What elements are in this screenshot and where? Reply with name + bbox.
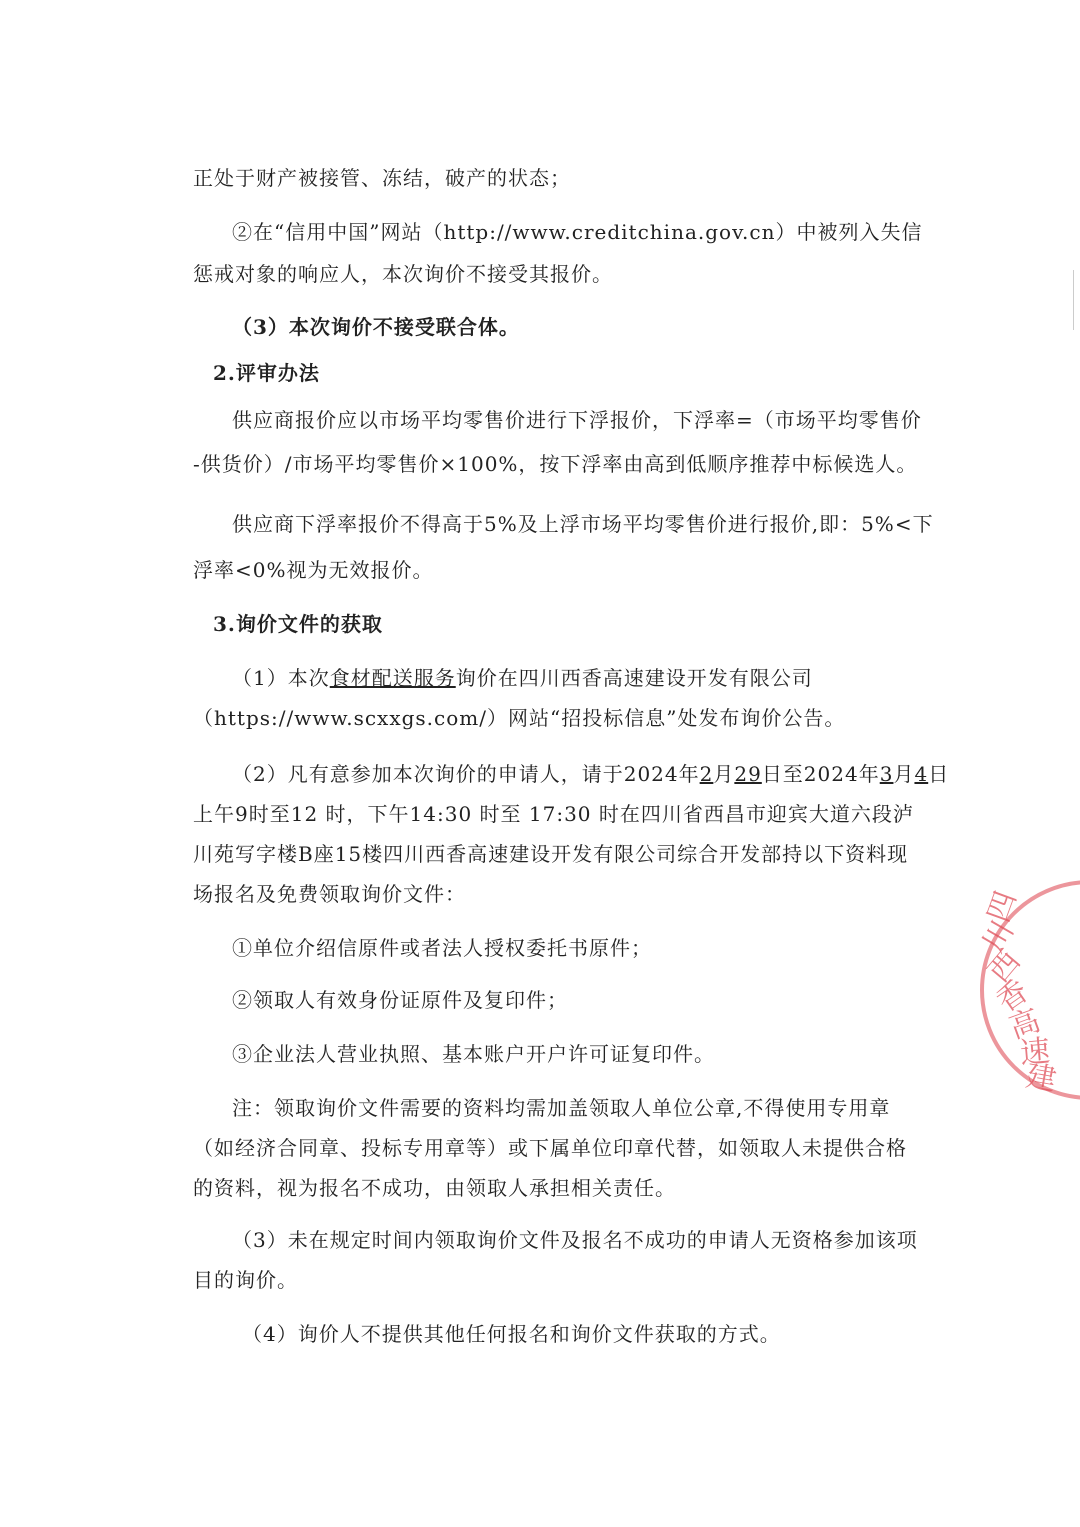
underlined-service-name: 食材配送服务 [329, 666, 456, 690]
text-span: 日至2024年 [761, 762, 880, 786]
text-line: 供应商报价应以市场平均零售价进行下浮报价，下浮率=（市场平均零售价 [232, 408, 922, 432]
scan-edge-mark [1073, 270, 1074, 330]
clause-heading: （3）本次询价不接受联合体。 [232, 315, 520, 339]
text-line: （https://www.scxxgs.com/）网站“招投标信息”处发布询价公告。 [193, 706, 846, 730]
text-line: 供应商下浮率报价不得高于5%及上浮市场平均零售价进行报价,即：5%<下 [232, 512, 934, 536]
text-line: （4）询价人不提供其他任何报名和询价文件获取的方式。 [242, 1322, 781, 1346]
text-line: 上午9时至12 时，下午14:30 时至 17:30 时在四川省西昌市迎宾大道六段泸 [193, 802, 914, 826]
text-line: 目的询价。 [193, 1268, 298, 1292]
section-heading: 2.评审办法 [213, 361, 320, 385]
seal-char: 香 [990, 973, 1036, 1020]
note-line: 注：领取询价文件需要的资料均需加盖领取人单位公章,不得使用专用章 [232, 1096, 891, 1120]
note-line: （如经济合同章、投标专用章等）或下属单位印章代替，如领取人未提供合格 [193, 1136, 907, 1160]
list-item: ③企业法人营业执照、基本账户开户许可证复印件。 [232, 1042, 715, 1066]
underlined-date: 4 [914, 762, 929, 786]
seal-char: 高 [1004, 1002, 1045, 1047]
company-seal [960, 880, 1080, 1100]
text-line [232, 664, 813, 692]
text-span: 询价在四川西香高速建设开发有限公司 [455, 666, 813, 690]
text-line: 场报名及免费领取询价文件： [193, 882, 466, 906]
text-span: （2）凡有意参加本次询价的申请人，请于2024年 [232, 762, 700, 786]
text-line: 惩戒对象的响应人，本次询价不接受其报价。 [193, 262, 613, 286]
text-line: 川苑写字楼B座15楼四川西香高速建设开发有限公司综合开发部持以下资料现 [193, 842, 909, 866]
text-line [232, 760, 949, 788]
section-heading: 3.询价文件的获取 [213, 612, 383, 636]
list-item: ①单位介绍信原件或者法人授权委托书原件； [232, 936, 652, 960]
text-line: 浮率<0%视为无效报价。 [193, 558, 434, 582]
text-span: 月 [713, 762, 735, 786]
underlined-date: 3 [879, 762, 894, 786]
text-line: ②在“信用中国”网站（http://www.creditchina.gov.cn）中被列入失信 [232, 220, 923, 244]
seal-char: 川 [975, 915, 1022, 959]
text-line: （3）未在规定时间内领取询价文件及报名不成功的申请人无资格参加该项 [232, 1228, 918, 1252]
seal-char: 建 [1023, 1058, 1059, 1099]
note-line: 的资料，视为报名不成功，由领取人承担相关责任。 [193, 1176, 676, 1200]
text-line: 正处于财产被接管、冻结，破产的状态； [193, 166, 571, 190]
list-item: ②领取人有效身份证原件及复印件； [232, 988, 568, 1012]
text-span: （1）本次 [232, 666, 330, 690]
seal-char: 西 [981, 943, 1028, 990]
seal-char: 速 [1018, 1033, 1052, 1072]
seal-char: 四 [980, 886, 1025, 927]
text-span: 日 [928, 762, 950, 786]
underlined-date: 2 [699, 762, 714, 786]
text-line: -供货价）/市场平均零售价×100%，按下浮率由高到低顺序推荐中标候选人。 [193, 452, 918, 476]
underlined-date: 29 [734, 762, 762, 786]
text-span: 月 [893, 762, 915, 786]
